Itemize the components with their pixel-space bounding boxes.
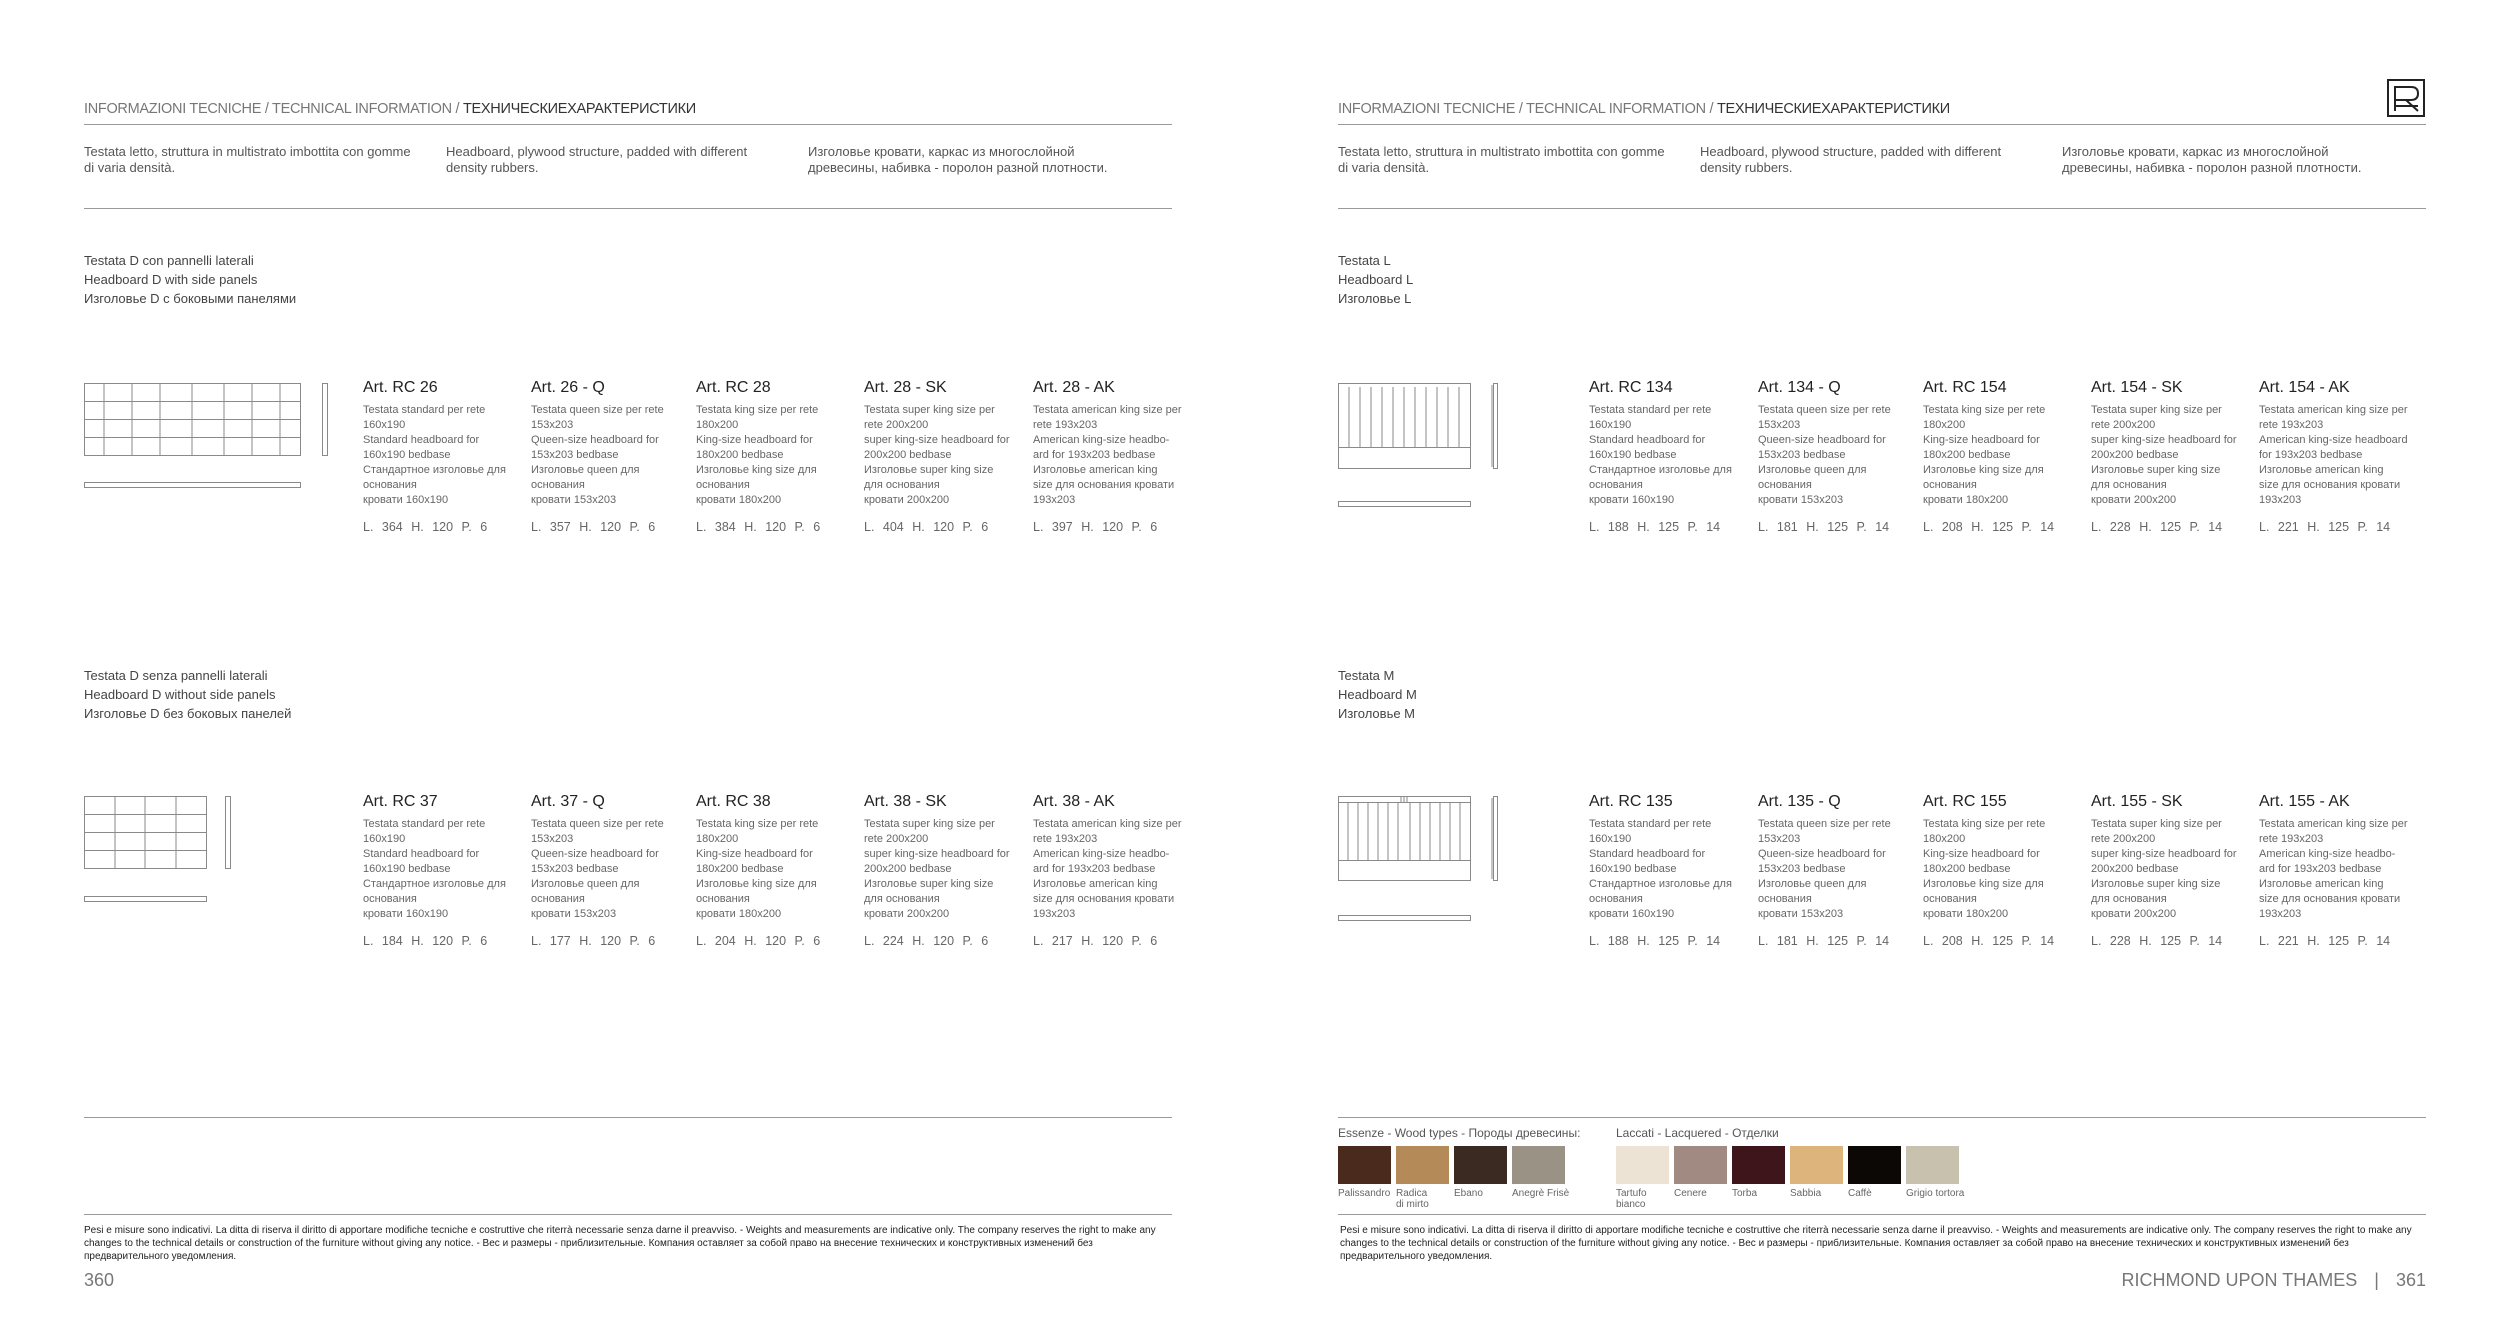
article-description: Testata queen size per rete 153x203 Queen-size headboard for 153x203 bedbase Изголовье queen для основания кровати 153x203 (1758, 818, 1891, 920)
article-dimensions: L. 204 H. 120 P. 6 (696, 934, 821, 948)
article-155-ak (2259, 793, 2414, 948)
article-description: Testata standard per rete 160x190 Standard headboard for 160x190 bedbase Стандартное изголовье для основания кровати 160x190 (1589, 404, 1732, 506)
description-ru: Изголовье кровати, каркас из многослойной древесины, набивка - поролон разной плотности. (808, 144, 1108, 175)
headboard-l-drawing (1338, 383, 1508, 509)
section-header (1338, 101, 1950, 117)
swatch-label: Grigio tortora (1906, 1188, 1965, 1199)
label-en: Headboard D with side panels (84, 272, 258, 287)
swatch-torba (1732, 1146, 1785, 1184)
article-code: Art. 155 - SK (2091, 793, 2183, 810)
article-description: Testata king size per rete 180x200 King-size headboard for 180x200 bedbase Изголовье king size для основания кровати 180x200 (696, 404, 819, 506)
article-code: Art. 38 - AK (1033, 793, 1115, 810)
article-code: Art. 28 - AK (1033, 379, 1115, 396)
swatch-radica-di-mirto (1396, 1146, 1449, 1184)
article-rc-38 (696, 793, 851, 948)
swatch-label: Tartufo bianco (1616, 1188, 1647, 1210)
swatch-palissandro (1338, 1146, 1391, 1184)
swatch-label: Caffè (1848, 1188, 1872, 1199)
article-28-sk (864, 379, 1019, 534)
article-description: Testata american king size per rete 193x203 American king-size headbo- ard for 193x203 bedbase Изголовье american king size для основания кровати 193x203 (2259, 818, 2408, 920)
headboard-d-with-panels-drawing (84, 383, 334, 493)
article-description: Testata super king size per rete 200x200 super king-size headboard for 200x200 bedbase Изголовье super king size для основания кровати 200x200 (864, 818, 1010, 920)
article-dimensions: L. 181 H. 125 P. 14 (1758, 934, 1890, 948)
article-134-q (1758, 379, 1913, 534)
article-code: Art. 38 - SK (864, 793, 947, 810)
swatch-label: Cenere (1674, 1188, 1707, 1199)
header-light-text: INFORMAZIONI TECNICHE / TECHNICAL INFORMATION / (1338, 101, 1717, 117)
footer-divider-bottom (1338, 1214, 2426, 1215)
wood-types-label: Essenze - Wood types - Породы древесины: (1338, 1126, 1581, 1140)
article-135-q (1758, 793, 1913, 948)
header-strong-text: ТЕХНИЧЕСКИЕХАРАКТЕРИСТИКИ (463, 101, 696, 117)
article-code: Art. RC 38 (696, 793, 771, 810)
article-code: Art. RC 134 (1589, 379, 1673, 396)
swatch-label: Radica di mirto (1396, 1188, 1429, 1210)
article-description: Testata king size per rete 180x200 King-size headboard for 180x200 bedbase Изголовье king size для основания кровати 180x200 (1923, 404, 2046, 506)
swatch-ebano (1454, 1146, 1507, 1184)
swatch-label: Anegrè Frisè (1512, 1188, 1570, 1199)
swatch-label: Ebano (1454, 1188, 1483, 1199)
article-description: Testata king size per rete 180x200 King-size headboard for 180x200 bedbase Изголовье king size для основания кровати 180x200 (696, 818, 819, 920)
article-dimensions: L. 184 H. 120 P. 6 (363, 934, 488, 948)
swatch-anegre-frise (1512, 1146, 1565, 1184)
section-header (84, 101, 696, 117)
article-dimensions: L. 404 H. 120 P. 6 (864, 520, 989, 534)
swatch-sabbia (1790, 1146, 1843, 1184)
article-38-ak (1033, 793, 1188, 948)
article-26-q (531, 379, 686, 534)
article-description: Testata american king size per rete 193x203 American king-size headbo- ard for 193x203 bedbase Изголовье american king size для основания кровати 193x203 (1033, 818, 1182, 920)
footer-divider-bottom (84, 1214, 1172, 1215)
brand-logo-icon (2387, 79, 2425, 117)
article-code: Art. 154 - AK (2259, 379, 2350, 396)
section-label-headboard-m (1338, 666, 1417, 723)
footer-divider-top (1338, 1117, 2426, 1118)
article-rc-28 (696, 379, 851, 534)
label-ru: Изголовье D с боковыми панелями (84, 291, 297, 306)
article-rc-37 (363, 793, 518, 948)
article-dimensions: L. 228 H. 125 P. 14 (2091, 520, 2223, 534)
footer-divider-top (84, 1117, 1172, 1118)
header-divider (1338, 124, 2426, 125)
article-dimensions: L. 228 H. 125 P. 14 (2091, 934, 2223, 948)
article-code: Art. 134 - Q (1758, 379, 1841, 396)
swatch-label: Torba (1732, 1188, 1758, 1199)
description-it: Testata letto, struttura in multistrato imbottita con gomme di varia densità. (1338, 144, 1665, 175)
article-code: Art. RC 28 (696, 379, 771, 396)
footer-separator: | (2374, 1270, 2379, 1290)
swatch-label: Palissandro (1338, 1188, 1391, 1199)
headboard-d-without-panels-drawing (84, 796, 244, 906)
article-description: Testata queen size per rete 153x203 Queen-size headboard for 153x203 bedbase Изголовье queen для основания кровати 153x203 (531, 818, 664, 920)
article-code: Art. RC 135 (1589, 793, 1673, 810)
section-label-headboard-l (1338, 251, 1413, 308)
article-dimensions: L. 397 H. 120 P. 6 (1033, 520, 1158, 534)
article-code: Art. 135 - Q (1758, 793, 1841, 810)
article-155-sk (2091, 793, 2246, 948)
headboard-m-drawing (1338, 796, 1508, 922)
article-code: Art. 28 - SK (864, 379, 947, 396)
article-dimensions: L. 384 H. 120 P. 6 (696, 520, 821, 534)
article-rc-154 (1923, 379, 2078, 534)
article-dimensions: L. 177 H. 120 P. 6 (531, 934, 656, 948)
article-description: Testata king size per rete 180x200 King-size headboard for 180x200 bedbase Изголовье king size для основания кровати 180x200 (1923, 818, 2046, 920)
article-dimensions: L. 357 H. 120 P. 6 (531, 520, 656, 534)
label-ru: Изголовье L (1338, 291, 1412, 306)
article-description: Testata american king size per rete 193x203 American king-size headboard for 193x203 bedbase Изголовье american king size для основания кровати 193x203 (2259, 404, 2408, 506)
page-number: 360 (84, 1270, 115, 1290)
lacquered-label: Laccati - Lacquered - Отделки (1616, 1126, 1779, 1140)
article-description: Testata standard per rete 160x190 Standard headboard for 160x190 bedbase Стандартное изголовье для основания кровати 160x190 (1589, 818, 1732, 920)
header-strong-text: ТЕХНИЧЕСКИЕХАРАКТЕРИСТИКИ (1717, 101, 1950, 117)
label-en: Headboard L (1338, 272, 1414, 287)
header-divider (84, 124, 1172, 125)
article-dimensions: L. 221 H. 125 P. 14 (2259, 520, 2391, 534)
swatch-tartufo-bianco (1616, 1146, 1669, 1184)
article-description: Testata american king size per rete 193x203 American king-size headbo- ard for 193x203 bedbase Изголовье american king size для основания кровати 193x203 (1033, 404, 1182, 506)
page-footer (2122, 1270, 2426, 1291)
page-number: 361 (2395, 1270, 2426, 1290)
label-it: Testata M (1338, 668, 1395, 683)
swatch-grigio-tortora (1906, 1146, 1959, 1184)
section-label-d-with-panels (84, 251, 296, 308)
label-en: Headboard M (1338, 687, 1417, 702)
article-code: Art. 155 - AK (2259, 793, 2350, 810)
swatch-caffe (1848, 1146, 1901, 1184)
label-ru: Изголовье D без боковых панелей (84, 706, 292, 721)
article-code: Art. 26 - Q (531, 379, 605, 396)
collection-name: RICHMOND UPON THAMES (2121, 1270, 2358, 1290)
article-dimensions: L. 224 H. 120 P. 6 (864, 934, 989, 948)
description-divider (1338, 208, 2426, 209)
description-en: Headboard, plywood structure, padded with different density rubbers. (1700, 144, 2002, 175)
article-dimensions: L. 188 H. 125 P. 14 (1589, 520, 1721, 534)
article-description: Testata standard per rete 160x190 Standard headboard for 160x190 bedbase Стандартное изголовье для основания кровати 160x190 (363, 404, 506, 506)
article-rc-135 (1589, 793, 1744, 948)
header-light-text: INFORMAZIONI TECNICHE / TECHNICAL INFORMATION / (84, 101, 463, 117)
description-divider (84, 208, 1172, 209)
label-en: Headboard D without side panels (84, 687, 276, 702)
article-code: Art. 37 - Q (531, 793, 605, 810)
article-154-sk (2091, 379, 2246, 534)
description-en: Headboard, plywood structure, padded with different density rubbers. (446, 144, 748, 175)
article-code: Art. RC 26 (363, 379, 438, 396)
article-38-sk (864, 793, 1019, 948)
article-description: Testata queen size per rete 153x203 Queen-size headboard for 153x203 bedbase Изголовье queen для основания кровати 153x203 (531, 404, 664, 506)
swatch-cenere (1674, 1146, 1727, 1184)
article-code: Art. RC 155 (1923, 793, 2007, 810)
article-description: Testata super king size per rete 200x200 super king-size headboard for 200x200 bedbase Изголовье super king size для основания кровати 200x200 (2091, 404, 2237, 506)
swatch-label: Sabbia (1790, 1188, 1822, 1199)
article-dimensions: L. 208 H. 125 P. 14 (1923, 934, 2055, 948)
description-it: Testata letto, struttura in multistrato imbottita con gomme di varia densità. (84, 144, 411, 175)
article-description: Testata standard per rete 160x190 Standard headboard for 160x190 bedbase Стандартное изголовье для основания кровати 160x190 (363, 818, 506, 920)
article-dimensions: L. 364 H. 120 P. 6 (363, 520, 488, 534)
label-it: Testata D con pannelli laterali (84, 253, 254, 268)
label-ru: Изголовье M (1338, 706, 1416, 721)
disclaimer: Pesi e misure sono indicativi. La ditta di riserva il diritto di apportare modifiche tecniche e costruttive che riterrà necessarie senza darne il preavviso. - Weights and measurements are indicative only. The company reserves the right to make any changes to the technical details or construction of the furniture without giving any notice. - Вес и размеры - приблизительные. Компания оставляет за собой право на внесение технических и конструктивных изменений без предварительного уведомления. (1340, 1225, 2412, 1262)
article-dimensions: L. 217 H. 120 P. 6 (1033, 934, 1158, 948)
article-154-ak (2259, 379, 2414, 534)
section-label-d-without-panels (84, 666, 291, 723)
description-ru: Изголовье кровати, каркас из многослойной древесины, набивка - поролон разной плотности. (2062, 144, 2362, 175)
article-rc-134 (1589, 379, 1744, 534)
article-rc-155 (1923, 793, 2078, 948)
article-28-ak (1033, 379, 1188, 534)
article-dimensions: L. 208 H. 125 P. 14 (1923, 520, 2055, 534)
article-37-q (531, 793, 686, 948)
article-code: Art. RC 37 (363, 793, 438, 810)
article-rc-26 (363, 379, 518, 534)
article-dimensions: L. 221 H. 125 P. 14 (2259, 934, 2391, 948)
disclaimer: Pesi e misure sono indicativi. La ditta di riserva il diritto di apportare modifiche tecniche e costruttive che riterrà necessarie senza darne il preavviso. - Weights and measurements are indicative only. The company reserves the right to make any changes to the technical details or construction of the furniture without giving any notice. - Вес и размеры - приблизительные. Компания оставляет за собой право на внесение технических и конструктивных изменений без предварительного уведомления. (84, 1225, 1156, 1262)
article-description: Testata super king size per rete 200x200 super king-size headboard for 200x200 bedbase Изголовье super king size для основания кровати 200x200 (864, 404, 1010, 506)
article-description: Testata super king size per rete 200x200 super king-size headboard for 200x200 bedbase Изголовье super king size для основания кровати 200x200 (2091, 818, 2237, 920)
label-it: Testata L (1338, 253, 1391, 268)
article-dimensions: L. 188 H. 125 P. 14 (1589, 934, 1721, 948)
article-code: Art. RC 154 (1923, 379, 2007, 396)
article-description: Testata queen size per rete 153x203 Queen-size headboard for 153x203 bedbase Изголовье queen для основания кровати 153x203 (1758, 404, 1891, 506)
label-it: Testata D senza pannelli laterali (84, 668, 268, 683)
article-dimensions: L. 181 H. 125 P. 14 (1758, 520, 1890, 534)
article-code: Art. 154 - SK (2091, 379, 2183, 396)
